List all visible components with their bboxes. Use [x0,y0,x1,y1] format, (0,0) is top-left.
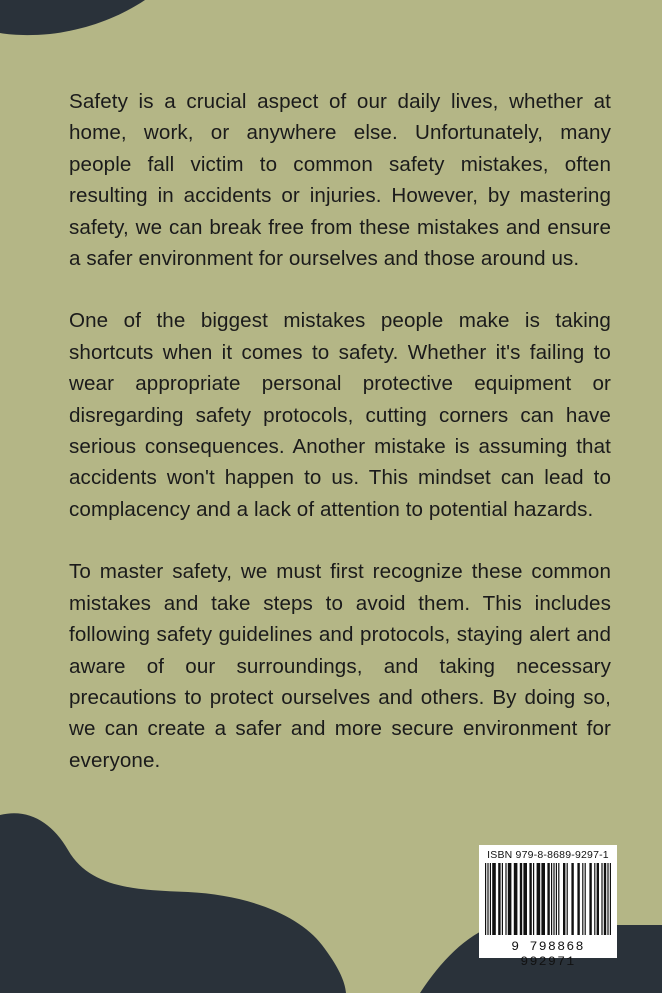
barcode-bar [601,863,602,935]
barcode-bar [594,863,595,935]
barcode-digits: 9 798868 992971 [511,939,585,969]
paragraph-3: To master safety, we must first recognize these common mistakes and take steps to avoid them. This includes following safety guidelines and protocols, staying alert and aware of our surroundings, and taking necessary precautions to protect ourselves and others. By doing so, we can create a safer and more secure environment for everyone. [69,560,611,772]
barcode-bar [604,863,606,935]
barcode-bar [577,863,579,935]
isbn-barcode [479,845,617,969]
barcode-bar [533,863,534,935]
barcode-bar [523,863,527,935]
barcode-bar [567,863,568,935]
barcode-bar [541,863,545,935]
barcode-bar [551,863,552,935]
barcode-bar [571,863,573,935]
barcode-bar [553,863,554,935]
barcode-bar [498,863,500,935]
barcode-bar [529,863,531,935]
barcode-bar [520,863,522,935]
top-left-shape [0,0,145,35]
barcode-bar [597,863,599,935]
barcode-bar [505,863,506,935]
barcode-bars [485,863,611,943]
barcode-bar [492,863,496,935]
isbn-label: ISBN 979-8-8689-9297-1 [487,849,609,861]
barcode-bar [487,863,488,935]
barcode-bar [607,863,608,935]
back-cover-text [69,86,611,807]
barcode-bar [556,863,557,935]
barcode-bar [537,863,541,935]
barcode-bar [502,863,503,935]
barcode-bar [490,863,491,935]
paragraph-1: Safety is a crucial aspect of our daily lives, whether at home, work, or anywhere else. Unfortunately, many people fall victim to common safety mistakes, often resulting in accidents or injuries. However, by mastering safety, we can break free from these mistakes and ensure a safer environment for ourselves and those around us. [69,90,611,271]
barcode-bar [585,863,586,935]
barcode-bar [610,863,611,935]
paragraph-2: One of the biggest mistakes people make is taking shortcuts when it comes to safety. Whether it's failing to wear appropriate personal protective equipment or disregarding safety protocols, cutting corners can have serious consequences. Another mistake is assuming that accidents won't happen to us. This mindset can lead to complacency and a lack of attention to potential hazards. [69,309,611,521]
barcode-bar [589,863,591,935]
barcode-bar [563,863,565,935]
barcode-bar [558,863,559,935]
barcode-bar [508,863,512,935]
barcode-bar [485,863,486,935]
barcode-bar [582,863,583,935]
barcode-bar [547,863,549,935]
barcode-bar [514,863,518,935]
bottom-left-shape [0,813,346,993]
